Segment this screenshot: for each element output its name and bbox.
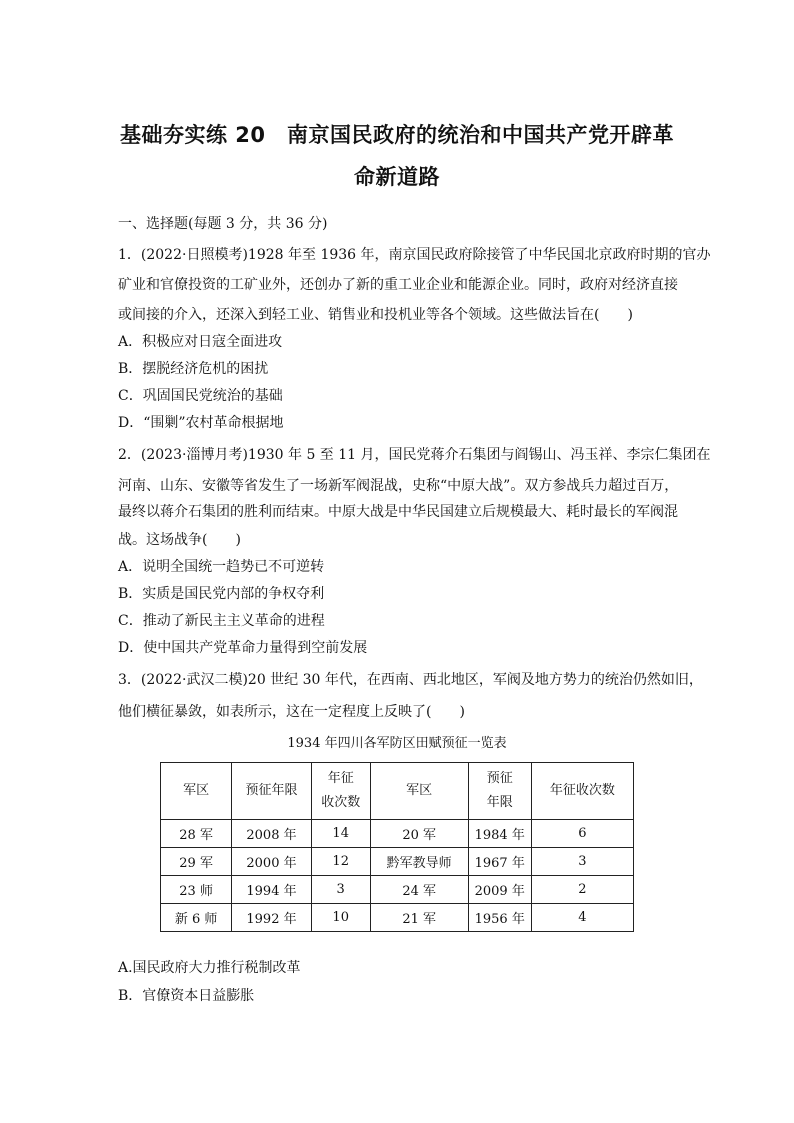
table-cell: 12 [311, 848, 370, 876]
q1-stem-line-2: 矿业和官僚投资的工矿业外，还创办了新的重工业企业和能源企业。同时，政府对经济直接 [118, 277, 678, 293]
tax-table [160, 762, 634, 932]
q3-option-b: B．官僚资本日益膨胀 [118, 988, 255, 1004]
q1-option-b: B．摆脱经济危机的困扰 [118, 361, 269, 377]
q1-option-d: D．“围剿”农村革命根据地 [118, 415, 284, 431]
table-cell: 3 [311, 876, 370, 904]
page-title-line-2: 命新道路 [354, 165, 440, 189]
table-header-cell: 军区 [370, 763, 468, 820]
table-header-cell: 年征 收次数 [311, 763, 370, 820]
page-title-line-1: 基础夯实练 20 南京国民政府的统治和中国共产党开辟革 [119, 123, 675, 147]
table-cell: 14 [311, 820, 370, 848]
table-cell: 29 军 [161, 848, 232, 876]
table-row [161, 820, 634, 848]
table-cell: 2 [531, 876, 633, 904]
q2-stem-line-3: 最终以蒋介石集团的胜利而结束。中原大战是中华民国建立后规模最大、耗时最长的军阀混 [118, 504, 678, 520]
table-cell: 黔军教导师 [370, 848, 468, 876]
table-cell: 24 军 [370, 876, 468, 904]
table-header-cell: 军区 [161, 763, 232, 820]
section-heading: 一、选择题(每题 3 分，共 36 分) [118, 216, 328, 232]
table-cell: 21 军 [370, 904, 468, 932]
table-row [161, 904, 634, 932]
q1-option-a: A．积极应对日寇全面进攻 [118, 334, 283, 350]
table-cell: 1984 年 [468, 820, 531, 848]
q1-option-c: C．巩固国民党统治的基础 [118, 388, 283, 404]
table-cell: 2000 年 [232, 848, 312, 876]
q2-stem-line-1: 2．(2023·淄博月考)1930 年 5 至 11 月，国民党蒋介石集团与阎锡山、冯玉祥、李宗仁集团在 [118, 447, 711, 463]
table-caption: 1934 年四川各军防区田赋预征一览表 [287, 736, 507, 751]
q2-option-a: A．说明全国统一趋势已不可逆转 [118, 559, 325, 575]
table-cell: 3 [531, 848, 633, 876]
table-cell: 23 师 [161, 876, 232, 904]
table-header-cell: 预征 年限 [468, 763, 531, 820]
table-cell: 1992 年 [232, 904, 312, 932]
q2-option-c: C．推动了新民主主义革命的进程 [118, 613, 325, 629]
table-cell: 20 军 [370, 820, 468, 848]
table-cell: 28 军 [161, 820, 232, 848]
q2-option-b: B．实质是国民党内部的争权夺利 [118, 586, 325, 602]
q3-stem-line-2: 他们横征暴敛，如表所示，这在一定程度上反映了( ) [118, 704, 465, 720]
table-cell: 1956 年 [468, 904, 531, 932]
q2-option-d: D．使中国共产党革命力量得到空前发展 [118, 640, 368, 656]
table-cell: 1994 年 [232, 876, 312, 904]
q3-option-a: A.国民政府大力推行税制改革 [118, 960, 301, 976]
q1-stem-line-3: 或间接的介入，还深入到轻工业、销售业和投机业等各个领域。这些做法旨在( ) [118, 307, 633, 323]
table-cell: 新 6 师 [161, 904, 232, 932]
table-cell: 1967 年 [468, 848, 531, 876]
table-cell: 6 [531, 820, 633, 848]
table-header-row [161, 763, 634, 820]
q3-stem-line-1: 3．(2022·武汉二模)20 世纪 30 年代，在西南、西北地区，军阀及地方势力的统治仍然如旧， [118, 672, 703, 688]
table-header-cell: 年征收次数 [531, 763, 633, 820]
q2-stem-line-2: 河南、山东、安徽等省发生了一场新军阀混战，史称“中原大战”。双方参战兵力超过百万， [118, 478, 679, 494]
table-row [161, 876, 634, 904]
q1-stem-line-1: 1．(2022·日照模考)1928 年至 1936 年，南京国民政府除接管了中华民国北京政府时期的官办 [118, 247, 711, 263]
table-cell: 10 [311, 904, 370, 932]
table-cell: 2008 年 [232, 820, 312, 848]
table-row [161, 848, 634, 876]
q2-stem-line-4: 战。这场战争( ) [118, 532, 241, 548]
table-header-cell: 预征年限 [232, 763, 312, 820]
table-cell: 4 [531, 904, 633, 932]
table-cell: 2009 年 [468, 876, 531, 904]
